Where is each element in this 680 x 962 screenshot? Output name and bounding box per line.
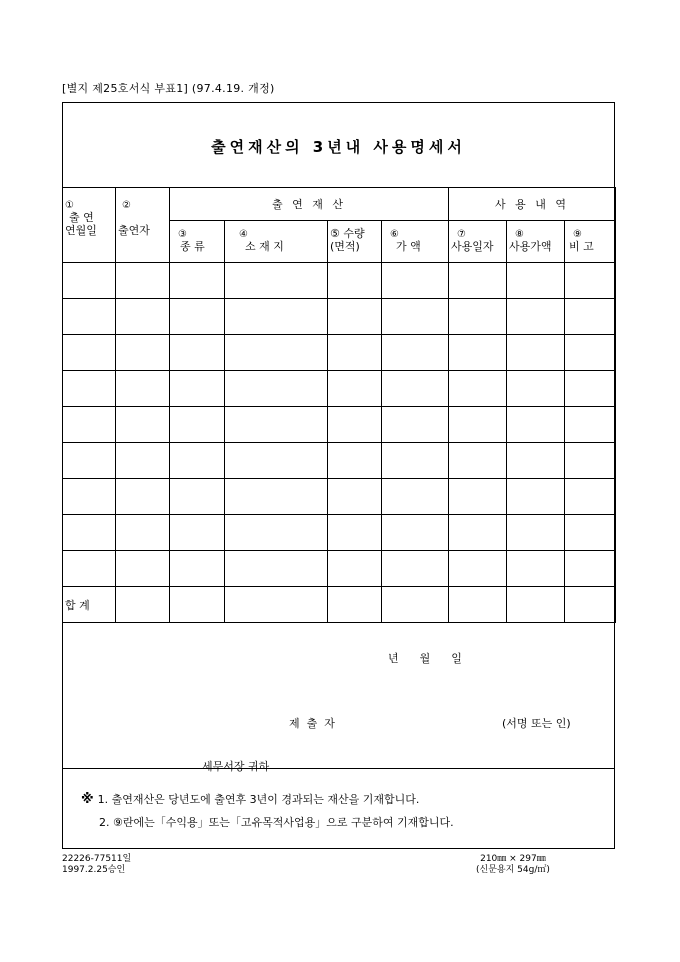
cell[interactable] [507, 335, 565, 371]
note-1 [81, 791, 419, 807]
col-location-header [225, 221, 328, 263]
col9-number: ⑨ [573, 229, 582, 240]
cell[interactable] [225, 407, 328, 443]
cell[interactable] [328, 335, 382, 371]
cell[interactable] [507, 371, 565, 407]
cell[interactable] [565, 515, 616, 551]
total-label: 합 계 [63, 587, 116, 623]
signature-field[interactable]: (서명 또는 인) [502, 717, 571, 730]
cell[interactable] [225, 371, 328, 407]
cell[interactable] [170, 515, 225, 551]
cell[interactable] [63, 551, 116, 587]
table-row [63, 479, 616, 515]
table-row [63, 335, 616, 371]
group-usage-details: 사 용 내 역 [449, 188, 616, 221]
cell[interactable] [225, 335, 328, 371]
col-usage-amount-header [507, 221, 565, 263]
approval-date: 1997.2.25승인 [62, 865, 126, 875]
cell[interactable] [507, 443, 565, 479]
cell[interactable] [382, 299, 449, 335]
cell[interactable] [116, 479, 170, 515]
cell[interactable] [63, 515, 116, 551]
cell[interactable] [170, 551, 225, 587]
cell[interactable] [116, 263, 170, 299]
cell[interactable] [63, 335, 116, 371]
col8-number: ⑧ [515, 229, 524, 240]
col-contributor-header [116, 188, 170, 263]
cell[interactable] [328, 407, 382, 443]
col5-label-a [330, 227, 381, 240]
cell[interactable] [565, 587, 616, 623]
col2-number: ② [122, 200, 131, 211]
cell[interactable] [507, 515, 565, 551]
cell[interactable] [382, 479, 449, 515]
col-remarks-header [565, 221, 616, 263]
cell[interactable] [507, 263, 565, 299]
table-row [63, 551, 616, 587]
col3-label: 종 류 [180, 240, 205, 253]
cell[interactable] [382, 515, 449, 551]
form-title: 출연재산의 3년내 사용명세서 [211, 138, 466, 156]
cell[interactable] [328, 299, 382, 335]
cell[interactable] [170, 407, 225, 443]
table-row [63, 371, 616, 407]
col-type-header [170, 221, 225, 263]
total-row [63, 587, 616, 623]
cell[interactable] [507, 299, 565, 335]
cell[interactable] [170, 335, 225, 371]
cell[interactable] [116, 371, 170, 407]
cell[interactable] [507, 479, 565, 515]
cell[interactable] [225, 443, 328, 479]
cell[interactable] [328, 263, 382, 299]
cell[interactable] [116, 407, 170, 443]
col5-label-a-text: 수량 [343, 227, 365, 240]
cell[interactable] [116, 335, 170, 371]
col5-label-b: (면적) [330, 240, 360, 253]
col1-label-b: 연월일 [65, 224, 97, 237]
cell[interactable] [507, 551, 565, 587]
usage-table [62, 187, 616, 623]
table-row [63, 515, 616, 551]
cell[interactable] [382, 335, 449, 371]
cell[interactable] [116, 443, 170, 479]
cell[interactable] [565, 551, 616, 587]
table-row [63, 443, 616, 479]
cell[interactable] [170, 263, 225, 299]
cell[interactable] [328, 443, 382, 479]
cell[interactable] [63, 263, 116, 299]
form-code [62, 854, 131, 876]
cell[interactable] [225, 551, 328, 587]
col-date-header [63, 188, 116, 263]
group-contributed-property: 출 연 재 산 [170, 188, 449, 221]
col-usage-date-header [449, 221, 507, 263]
submission-date[interactable]: 년 월 일 [388, 652, 462, 665]
col3-number: ③ [178, 229, 187, 240]
cell[interactable] [170, 443, 225, 479]
cell[interactable] [225, 263, 328, 299]
cell[interactable] [328, 587, 382, 623]
cell[interactable] [507, 407, 565, 443]
cell[interactable] [449, 587, 507, 623]
col4-label: 소 재 지 [245, 240, 284, 253]
cell[interactable] [449, 299, 507, 335]
cell[interactable] [328, 551, 382, 587]
table-row [63, 299, 616, 335]
addressee: 세무서장 귀하 [202, 760, 270, 773]
cell[interactable] [328, 515, 382, 551]
col9-label: 비 고 [569, 240, 594, 253]
col5-number: ⑤ [330, 227, 340, 240]
cell[interactable] [507, 587, 565, 623]
submission-section [63, 628, 614, 773]
cell[interactable] [565, 263, 616, 299]
note-1-text: 1. 출연재산은 당년도에 출연후 3년이 경과되는 재산을 기재합니다. [97, 793, 420, 806]
col4-number: ④ [239, 229, 248, 240]
cell[interactable] [565, 299, 616, 335]
cell[interactable] [225, 479, 328, 515]
cell[interactable] [63, 299, 116, 335]
notes-section [63, 768, 614, 851]
cell[interactable] [225, 299, 328, 335]
cell[interactable] [565, 335, 616, 371]
cell[interactable] [170, 587, 225, 623]
cell[interactable] [63, 443, 116, 479]
cell[interactable] [116, 587, 170, 623]
cell[interactable] [382, 371, 449, 407]
col6-number: ⑥ [390, 229, 399, 240]
cell[interactable] [449, 263, 507, 299]
cell[interactable] [382, 263, 449, 299]
table-row [63, 407, 616, 443]
cell[interactable] [382, 407, 449, 443]
paper-spec [476, 854, 550, 876]
cell[interactable] [170, 479, 225, 515]
col2-label: 출연자 [118, 224, 150, 237]
cell[interactable] [382, 551, 449, 587]
cell[interactable] [382, 587, 449, 623]
col-quantity-header [328, 221, 382, 263]
cell[interactable] [449, 479, 507, 515]
cell[interactable] [449, 335, 507, 371]
note-2: 2. ⑨란에는「수익용」또는「고유목적사업용」으로 구분하여 기재합니다. [99, 816, 454, 829]
cell[interactable] [449, 443, 507, 479]
cell[interactable] [116, 299, 170, 335]
cell[interactable] [565, 479, 616, 515]
cell[interactable] [449, 551, 507, 587]
form-reference: [별지 제25호서식 부표1] (97.4.19. 개정) [62, 82, 275, 95]
form-frame [62, 102, 615, 849]
col1-label-a: 출 연 [69, 211, 94, 224]
table-row [63, 263, 616, 299]
paper-size: 210㎜ × 297㎜ [480, 854, 546, 864]
col1-number: ① [65, 200, 74, 211]
cell[interactable] [63, 479, 116, 515]
cell[interactable] [328, 479, 382, 515]
cell[interactable] [565, 371, 616, 407]
cell[interactable] [449, 371, 507, 407]
cell[interactable] [116, 551, 170, 587]
cell[interactable] [170, 371, 225, 407]
cell[interactable] [116, 515, 170, 551]
cell[interactable] [449, 407, 507, 443]
cell[interactable] [328, 371, 382, 407]
col7-label: 사용일자 [451, 240, 494, 253]
cell[interactable] [565, 407, 616, 443]
reference-mark: ※ [81, 792, 94, 807]
col6-label: 가 액 [396, 240, 421, 253]
cell[interactable] [449, 515, 507, 551]
cell[interactable] [565, 443, 616, 479]
cell[interactable] [382, 443, 449, 479]
cell[interactable] [170, 299, 225, 335]
col7-number: ⑦ [457, 229, 466, 240]
col-value-header [382, 221, 449, 263]
cell[interactable] [225, 587, 328, 623]
submitter-label: 제 출 자 [289, 717, 335, 730]
cell[interactable] [63, 371, 116, 407]
paper-type: (신문용지 54g/㎡) [476, 865, 550, 875]
cell[interactable] [225, 515, 328, 551]
code-number: 22226-77511일 [62, 854, 132, 864]
cell[interactable] [63, 407, 116, 443]
col8-label: 사용가액 [509, 240, 552, 253]
